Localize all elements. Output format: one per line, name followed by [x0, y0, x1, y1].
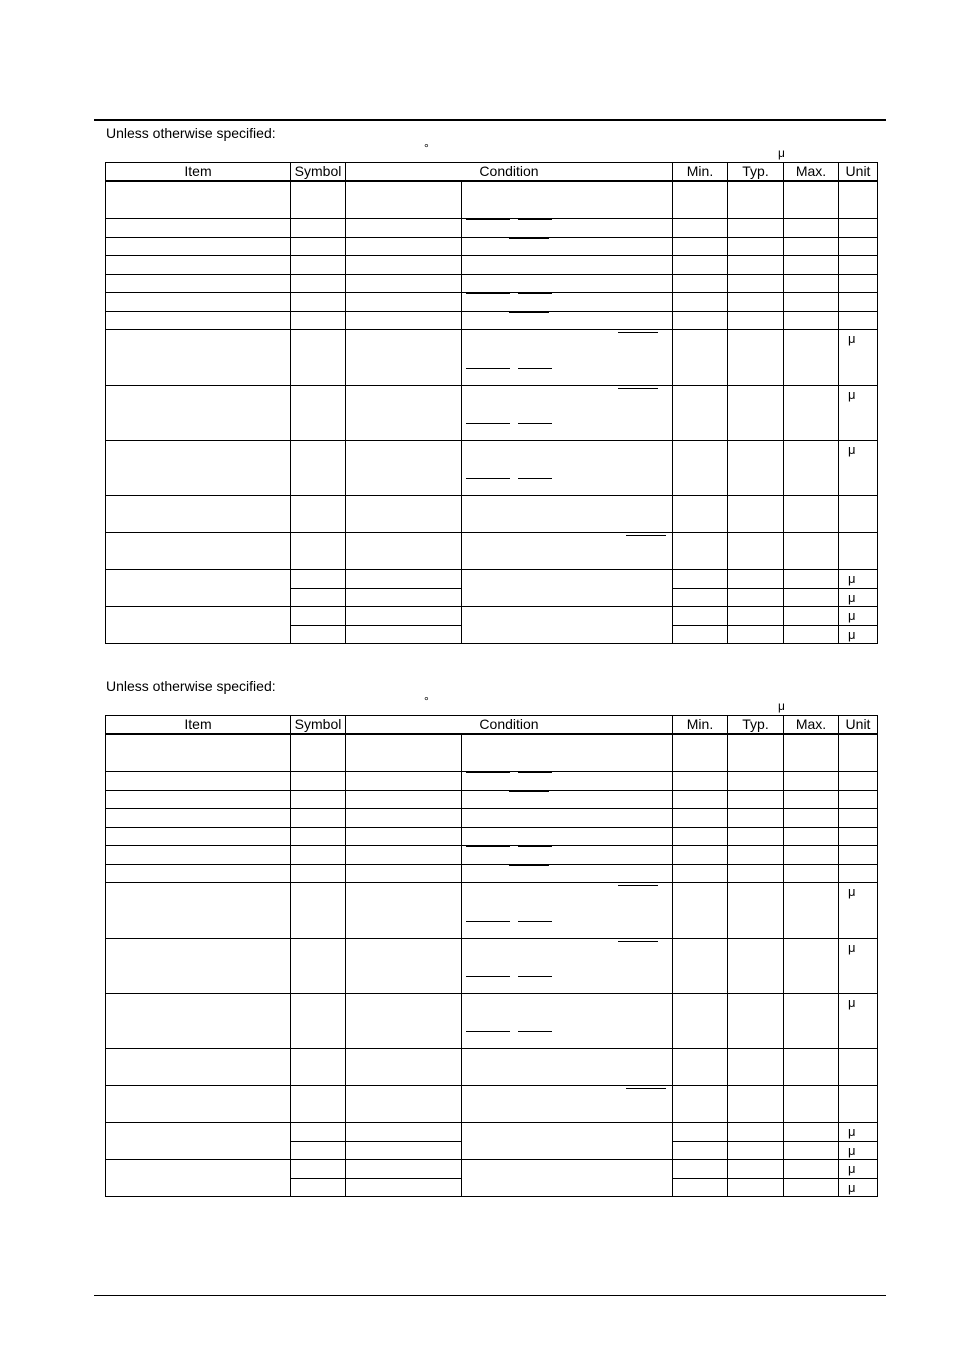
- section-1-caption: Unless otherwise specified:: [106, 125, 276, 141]
- header-symbol: Symbol: [291, 163, 346, 182]
- table-row: [106, 311, 878, 329]
- table-row: μ: [106, 993, 878, 1048]
- table-row: μ: [106, 1178, 878, 1196]
- table-row: μ: [106, 569, 878, 588]
- header-condition: Condition: [346, 716, 673, 735]
- table-header-row: [106, 163, 878, 182]
- spec-table-1: [105, 162, 878, 644]
- degree-symbol: °: [424, 694, 429, 708]
- table-row: [106, 274, 878, 292]
- header-min: Min.: [673, 163, 728, 182]
- header-symbol: Symbol: [291, 716, 346, 735]
- table-row: [106, 845, 878, 864]
- table-row: [106, 790, 878, 808]
- header-max: Max.: [784, 716, 839, 735]
- header-item: Item: [106, 163, 291, 182]
- table-row: μ: [106, 625, 878, 643]
- table-row: [106, 808, 878, 827]
- table-row: μ: [106, 588, 878, 606]
- table-row: μ: [106, 1141, 878, 1159]
- header-max: Max.: [784, 163, 839, 182]
- table-row: [106, 237, 878, 255]
- section-2-caption: Unless otherwise specified:: [106, 678, 276, 694]
- table-row: [106, 292, 878, 311]
- header-typ: Typ.: [728, 163, 784, 182]
- micro-symbol: μ: [778, 699, 785, 713]
- table-row: [106, 771, 878, 790]
- header-item: Item: [106, 716, 291, 735]
- header-min: Min.: [673, 716, 728, 735]
- bottom-rule: [94, 1295, 886, 1296]
- table-row: [106, 864, 878, 882]
- table-row: μ: [106, 440, 878, 495]
- table-row: μ: [106, 329, 878, 385]
- table-row: [106, 532, 878, 569]
- table-row: [106, 734, 878, 771]
- table-row: μ: [106, 882, 878, 938]
- header-condition: Condition: [346, 163, 673, 182]
- table-row: [106, 255, 878, 274]
- table-row: [106, 1048, 878, 1085]
- table-row: [106, 1085, 878, 1122]
- table-row: [106, 181, 878, 218]
- table-row: μ: [106, 385, 878, 440]
- header-unit: Unit: [839, 716, 878, 735]
- table-row: [106, 495, 878, 532]
- table-row: [106, 827, 878, 845]
- table-row: μ: [106, 1122, 878, 1141]
- table-header-row: [106, 716, 878, 735]
- header-typ: Typ.: [728, 716, 784, 735]
- table-row: [106, 218, 878, 237]
- degree-symbol: °: [424, 141, 429, 155]
- micro-symbol: μ: [778, 146, 785, 160]
- top-rule: [94, 119, 886, 121]
- table-row: μ: [106, 606, 878, 625]
- table-row: μ: [106, 1159, 878, 1178]
- table-row: μ: [106, 938, 878, 993]
- header-unit: Unit: [839, 163, 878, 182]
- spec-table-2: [105, 715, 878, 1197]
